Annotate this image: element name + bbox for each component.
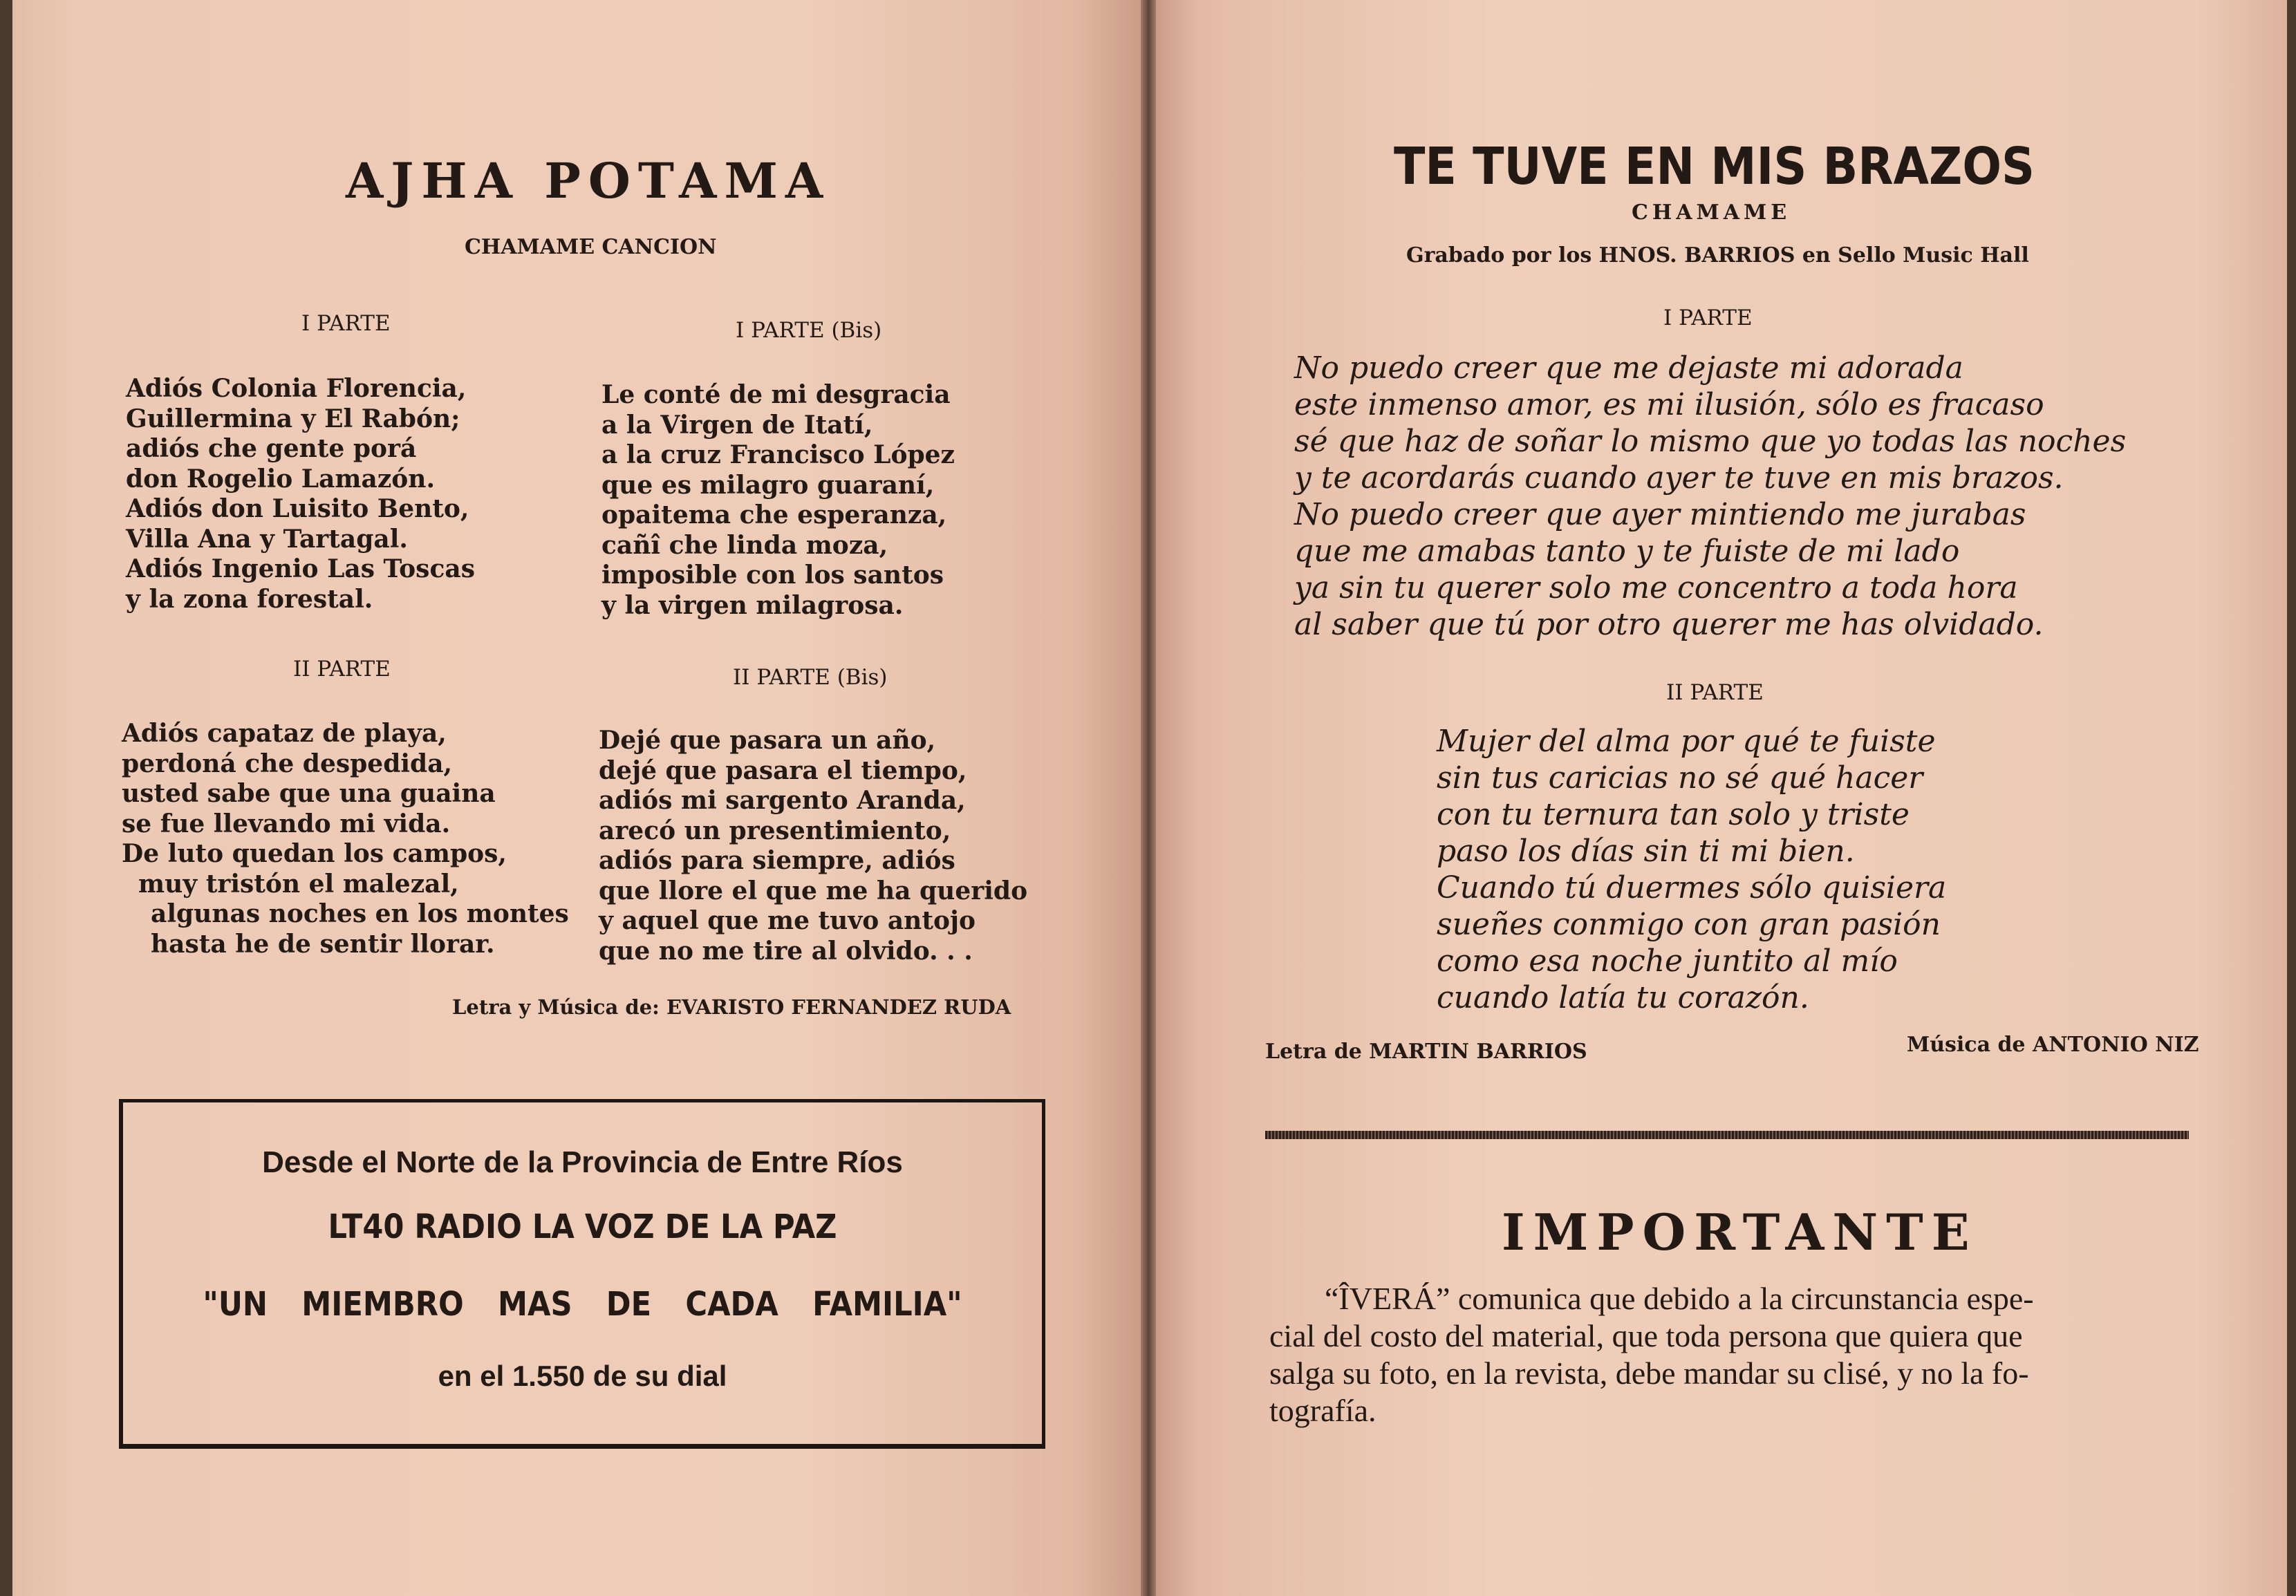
part2-bis-header: II PARTE (Bis) — [733, 665, 888, 690]
notice-line: tografía. — [1269, 1393, 1376, 1428]
verse-line: No puedo creer que me dejaste mi adorada — [1294, 350, 1963, 386]
verse-line: cuando latía tu corazón. — [1437, 980, 1809, 1015]
verse-part1-bis — [601, 380, 955, 621]
verse-line: adiós mi sargento Aranda, — [599, 786, 966, 815]
important-notice-text — [1269, 1280, 2189, 1429]
verse-line: Adiós capataz de playa, — [122, 719, 447, 748]
verse-line: opaitema che esperanza, — [601, 500, 947, 529]
ad-line-region: Desde el Norte de la Provincia de Entre Ríos — [262, 1145, 903, 1179]
verse-line: don Rogelio Lamazón. — [126, 464, 436, 494]
verse-line: este inmenso amor, es mi ilusión, sólo es fracaso — [1294, 387, 2044, 422]
notice-line: salga su foto, en la revista, debe mandar su clisé, y no la fo- — [1269, 1355, 2029, 1391]
verse-line: Adiós don Luisito Bento, — [126, 494, 469, 523]
song-genre-left: CHAMAME CANCION — [465, 235, 717, 259]
verse-line: De luto quedan los campos, — [122, 839, 507, 868]
verse-line: y la virgen milagrosa. — [601, 590, 904, 620]
ad-line-station: LT40 RADIO LA VOZ DE LA PAZ — [328, 1208, 837, 1246]
section-divider-rule — [1265, 1131, 2189, 1139]
verse-line: hasta he de sentir llorar. — [151, 929, 495, 959]
verse-line: que no me tire al olvido. . . — [599, 936, 973, 966]
part2-header-left: II PARTE — [293, 657, 391, 682]
music-credit: Música de ANTONIO NIZ — [1907, 1033, 2199, 1057]
verse-line: que es milagro guaraní, — [601, 470, 935, 500]
verse-line: que llore el que me ha querido — [599, 876, 1028, 905]
verse-line: Le conté de mi desgracia — [601, 380, 951, 409]
verse-line: Adiós Ingenio Las Toscas — [126, 554, 475, 583]
ad-line-slogan: "UN MIEMBRO MAS DE CADA FAMILIA" — [203, 1285, 962, 1324]
verse-line: Adiós Colonia Florencia, — [126, 374, 467, 403]
verse-line: paso los días sin ti mi bien. — [1437, 834, 1855, 869]
book-gutter — [1141, 0, 1156, 1596]
verse-line: que me amabas tanto y te fuiste de mi lado — [1294, 534, 1960, 569]
verse-line: usted sabe que una guaina — [122, 779, 496, 808]
verse-line: a la Virgen de Itatí, — [601, 410, 873, 440]
important-heading: IMPORTANTE — [1502, 1203, 1978, 1261]
verse-line: cañî che linda moza, — [601, 530, 888, 560]
verse-line: Dejé que pasara un año, — [599, 726, 936, 755]
verse-line: ya sin tu querer solo me concentro a toda hora — [1294, 570, 2018, 605]
verse-line: No puedo creer que ayer mintiendo me jurabas — [1294, 497, 2026, 532]
verse-line: se fue llevando mi vida. — [122, 809, 451, 838]
verse-line: perdoná che despedida, — [122, 749, 453, 778]
verse-part1-right — [1294, 350, 2126, 643]
verse-part2-bis — [599, 726, 1027, 966]
verse-part2-left — [122, 719, 569, 959]
recording-info: Grabado por los HNOS. BARRIOS en Sello Music Hall — [1406, 243, 2029, 267]
verse-line: y te acordarás cuando ayer te tuve en mis brazos. — [1294, 460, 2064, 496]
verse-part2-right — [1437, 723, 1946, 1016]
ad-line-dial: en el 1.550 de su dial — [438, 1360, 727, 1392]
verse-line: imposible con los santos — [601, 561, 944, 590]
verse-line: a la cruz Francisco López — [601, 440, 955, 469]
song-genre-right: CHAMAME — [1632, 200, 1791, 225]
verse-part1-left — [126, 374, 475, 614]
verse-line: Cuando tú duermes sólo quisiera — [1437, 870, 1947, 905]
verse-line: muy tristón el malezal, — [138, 869, 459, 899]
part1-header-left: I PARTE — [301, 311, 391, 336]
verse-line: como esa noche juntito al mío — [1437, 943, 1898, 979]
verse-line: algunas noches en los montes — [151, 899, 569, 928]
verse-line: dejé que pasara el tiempo, — [599, 755, 967, 785]
radio-advertisement-box — [119, 1099, 1045, 1449]
verse-line: arecó un presentimiento, — [599, 816, 951, 845]
part1-header-right: I PARTE — [1663, 306, 1753, 330]
verse-line: Guillermina y El Rabón; — [126, 404, 460, 433]
credits-ajha-potama: Letra y Música de: EVARISTO FERNANDEZ RUDA — [452, 995, 1011, 1019]
notice-line: “ÎVERÁ” comunica que debido a la circunstancia espe- — [1325, 1281, 2034, 1316]
notice-line: cial del costo del material, que toda persona que quiera que — [1269, 1318, 2023, 1353]
verse-line: adiós para siempre, adiós — [599, 846, 955, 875]
verse-line: sueñes conmigo con gran pasión — [1437, 907, 1941, 942]
lyrics-credit: Letra de MARTIN BARRIOS — [1265, 1040, 1587, 1064]
verse-line: Villa Ana y Tartagal. — [126, 524, 408, 554]
part2-header-right: II PARTE — [1666, 680, 1764, 705]
verse-line: sin tus caricias no sé qué hacer — [1437, 760, 1923, 796]
verse-line: y la zona forestal. — [126, 584, 373, 614]
verse-line: al saber que tú por otro querer me has olvidado. — [1294, 607, 2044, 642]
song-title-te-tuve: TE TUVE EN MIS BRAZOS — [1394, 137, 2035, 196]
part1-bis-header: I PARTE (Bis) — [736, 318, 882, 343]
verse-line: adiós che gente porá — [126, 434, 417, 463]
verse-line: Mujer del alma por qué te fuiste — [1437, 724, 1936, 759]
verse-line: con tu ternura tan solo y triste — [1437, 797, 1910, 832]
song-title-ajha-potama: AJHA POTAMA — [346, 152, 831, 209]
verse-line: y aquel que me tuvo antojo — [599, 906, 976, 935]
verse-line: sé que haz de soñar lo mismo que yo todas las noches — [1294, 424, 2127, 459]
